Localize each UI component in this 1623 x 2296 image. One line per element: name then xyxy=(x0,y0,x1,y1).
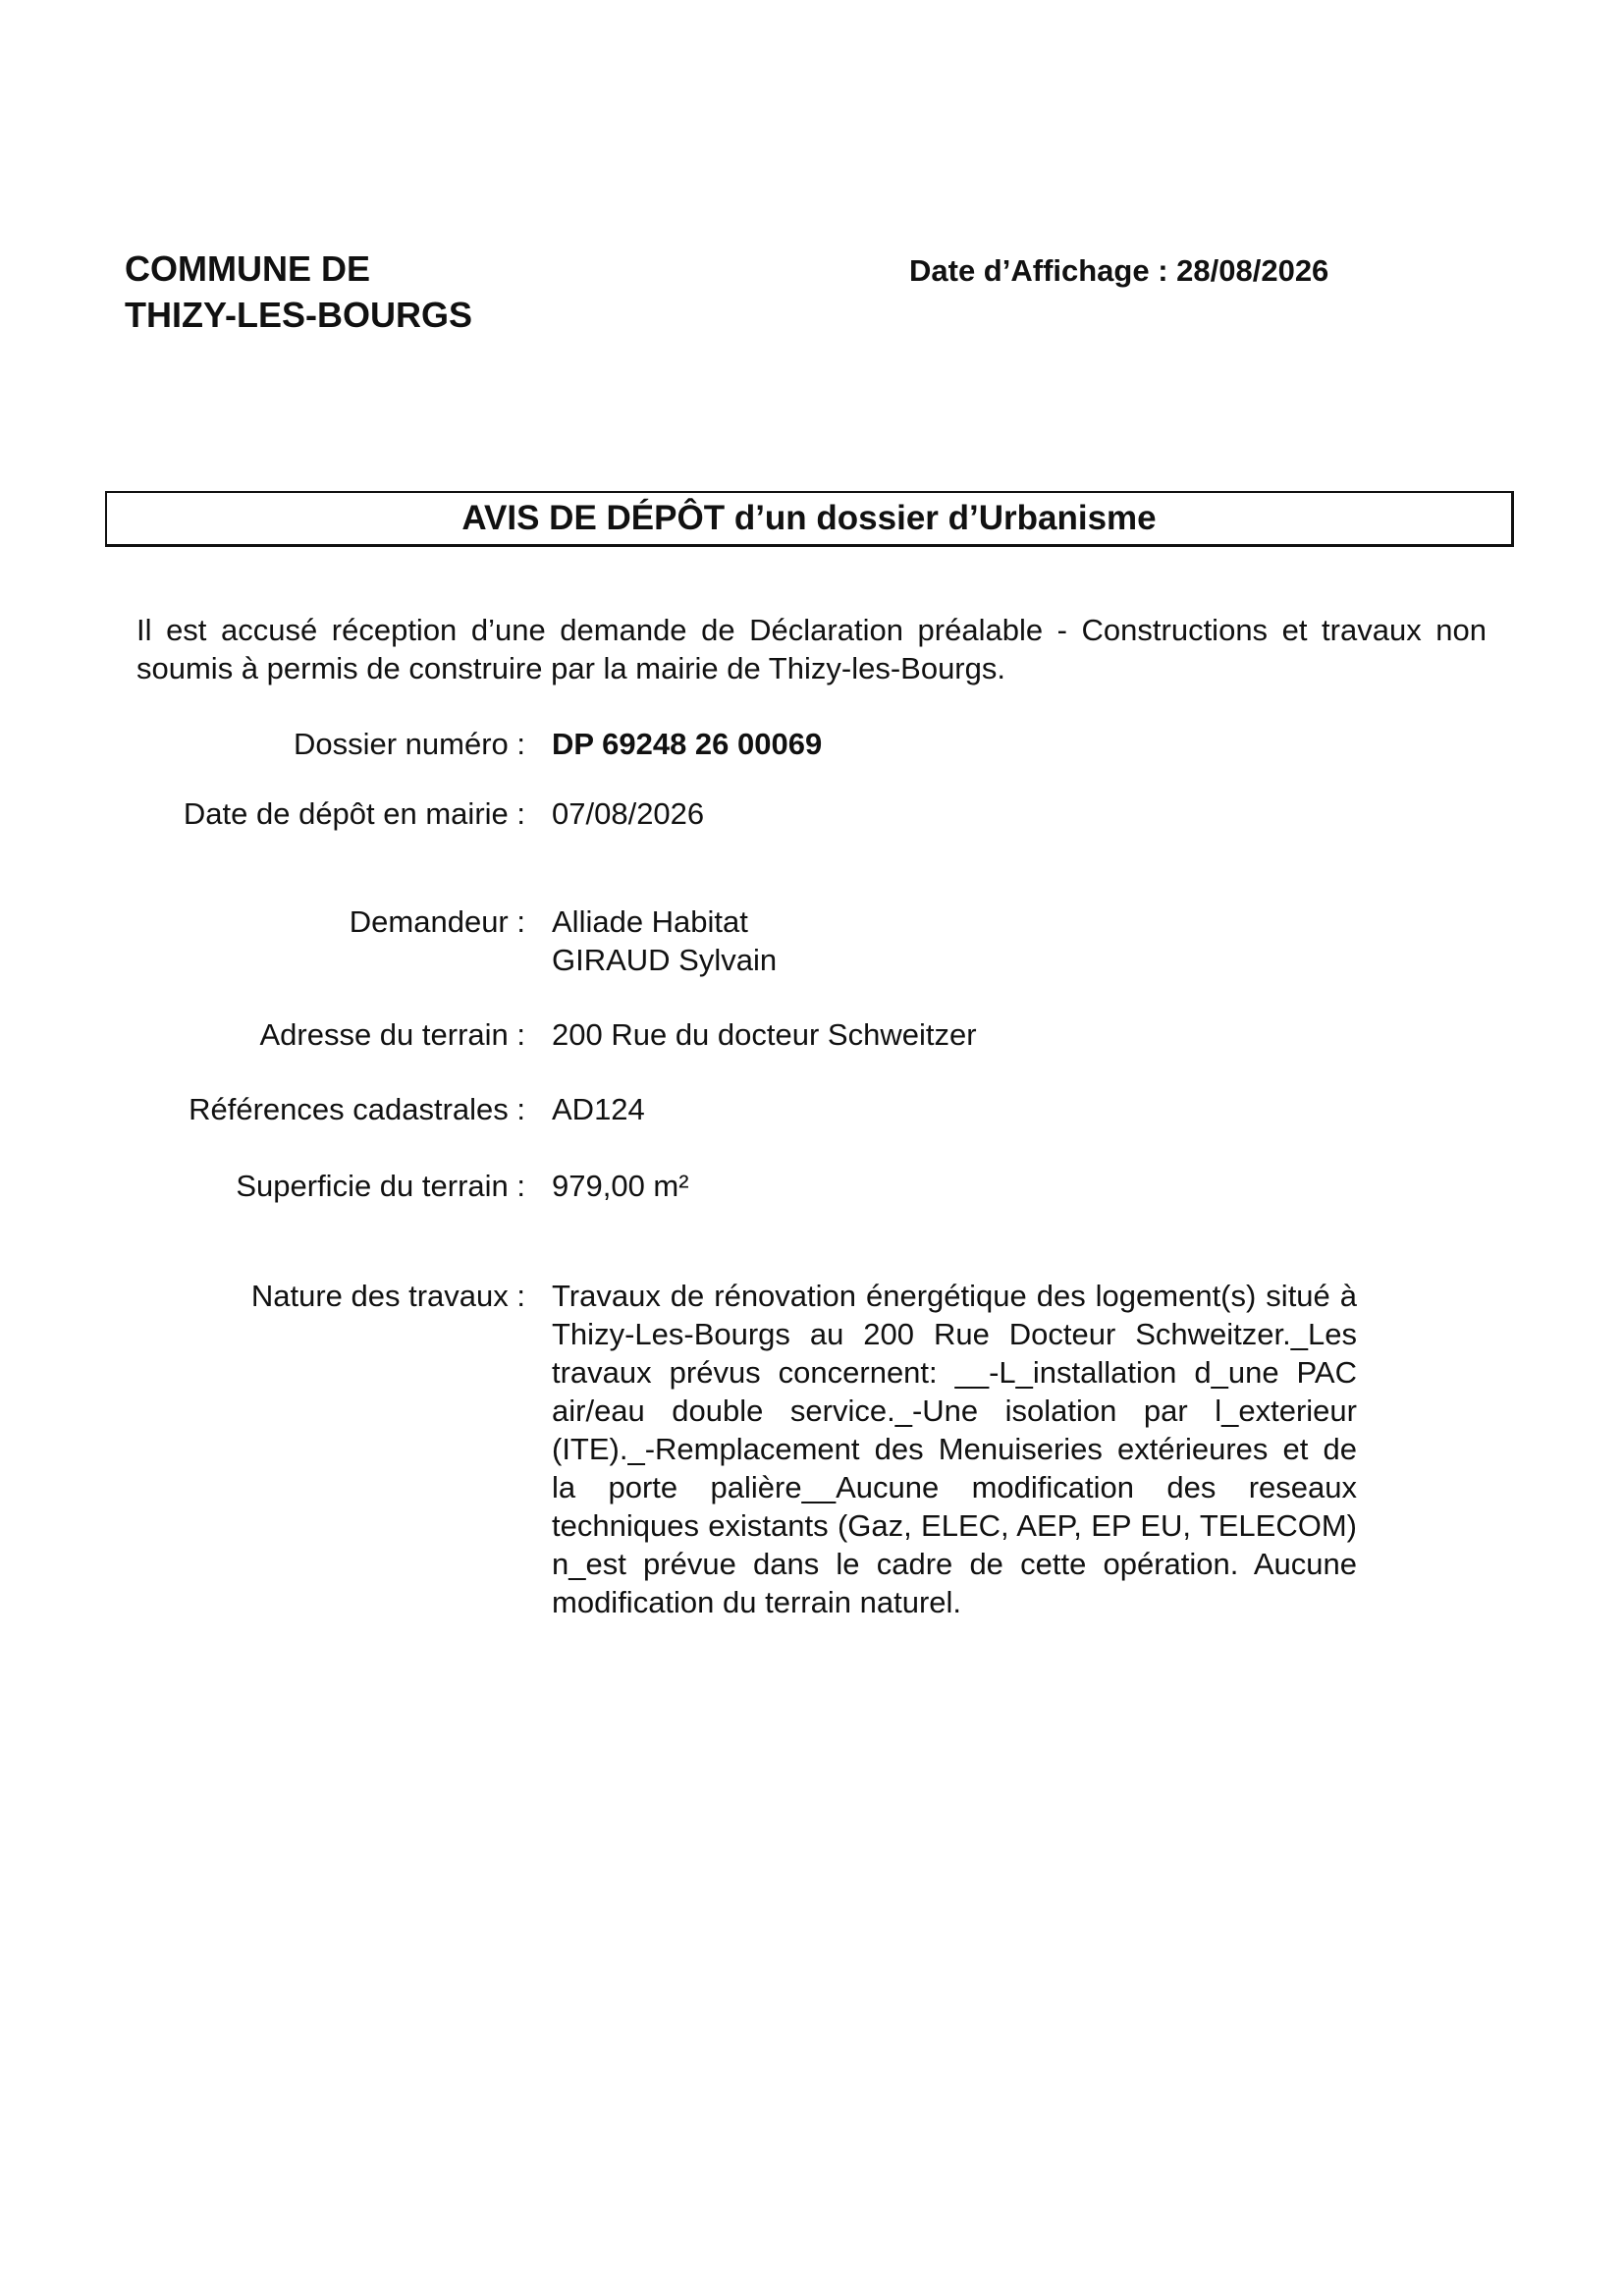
date-depot-label: Date de dépôt en mairie : xyxy=(183,796,525,831)
intro-paragraph: Il est accusé réception d’une demande de Déclaration préalable - Constructions et travaux non soumis à permis de construire par la mairie de Thizy-les-Bourgs. xyxy=(136,613,1487,685)
nature-value: Travaux de rénovation énergétique des logement(s) situé à Thizy-Les-Bourgs au 200 Rue Docteur Schweitzer._Les travaux prévus concernent: __-L_installation d_une PAC air/eau double service._-Une isolation par l_exterieur (ITE)._-Remplacement des Menuiseries extérieures et de la porte palière__Aucune modification des reseaux techniques existants (Gaz, ELEC, AEP, EP EU, TELECOM) n_est prévue dans le cadre de cette opération. Aucune modification du terrain naturel. xyxy=(552,1279,1357,1619)
commune-name xyxy=(125,246,472,338)
dossier-label: Dossier numéro : xyxy=(293,727,525,761)
adresse-value: 200 Rue du docteur Schweitzer xyxy=(552,1017,977,1052)
references-label: Références cadastrales : xyxy=(189,1092,525,1126)
demandeur-label: Demandeur : xyxy=(349,904,525,939)
nature-label: Nature des travaux : xyxy=(250,1279,525,1313)
document-title: AVIS DE DÉPÔT d’un dossier d’Urbanisme xyxy=(105,491,1514,547)
references-value: AD124 xyxy=(552,1092,645,1126)
demandeur-line-2: GIRAUD Sylvain xyxy=(552,943,778,977)
adresse-label: Adresse du terrain : xyxy=(259,1017,525,1052)
dossier-value: DP 69248 26 00069 xyxy=(552,727,823,761)
date-affichage: Date d’Affichage : 28/08/2026 xyxy=(909,253,1329,288)
superficie-label: Superficie du terrain : xyxy=(236,1169,525,1203)
demandeur-value xyxy=(552,902,777,979)
demandeur-line-1: Alliade Habitat xyxy=(552,904,748,939)
date-depot-value: 07/08/2026 xyxy=(552,796,705,831)
commune-line-2: THIZY-LES-BOURGS xyxy=(125,295,473,335)
superficie-value: 979,00 m² xyxy=(552,1169,689,1203)
commune-line-1: COMMUNE DE xyxy=(125,248,370,289)
